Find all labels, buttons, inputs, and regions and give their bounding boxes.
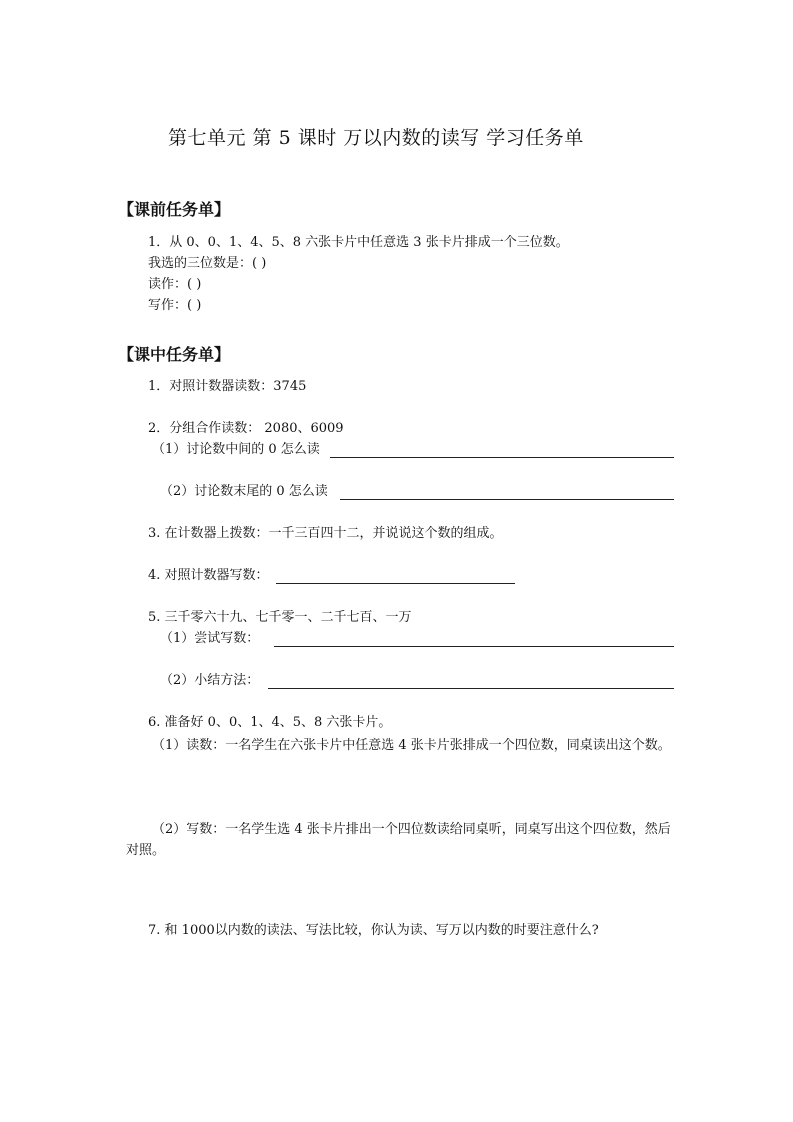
answer-line bbox=[276, 583, 515, 584]
in-question-5b: （2）小结方法： bbox=[160, 673, 260, 688]
page-title: 第七单元 第 5 课时 万以内数的读写 学习任务单 bbox=[168, 127, 584, 149]
in-question-1: 1．对照计数器读数：3745 bbox=[148, 379, 307, 394]
answer-line bbox=[340, 499, 674, 500]
answer-line bbox=[274, 646, 674, 647]
pre-chosen-number: 我选的三位数是：( ) bbox=[148, 256, 267, 271]
in-class-heading: 【课中任务单】 bbox=[118, 345, 231, 364]
pre-class-heading: 【课前任务单】 bbox=[118, 200, 231, 219]
in-question-2b: （2）讨论数末尾的 0 怎么读 bbox=[160, 484, 328, 499]
in-question-6: 6. 准备好 0、0、1、4、5、8 六张卡片。 bbox=[148, 715, 392, 730]
in-question-6a: （1）读数：一名学生在六张卡片中任意选 4 张卡片张排成一个四位数，同桌读出这个数。 bbox=[152, 738, 671, 753]
in-question-7: 7. 和 1000以内数的读法、写法比较，你认为读、写万以内数的时要注意什么? bbox=[148, 923, 599, 938]
in-question-3: 3. 在计数器上拨数：一千三百四十二，并说说这个数的组成。 bbox=[148, 526, 503, 541]
in-question-6b: （2）写数：一名学生选 4 张卡片排出一个四位数读给同桌听，同桌写出这个四位数，然后对照。 bbox=[126, 822, 671, 858]
pre-read-as: 读作：( ) bbox=[148, 277, 202, 292]
in-question-2a: （1）讨论数中间的 0 怎么读 bbox=[152, 442, 320, 457]
answer-line bbox=[268, 688, 674, 689]
answer-line bbox=[330, 457, 674, 458]
pre-question-1: 1．从 0、0、1、4、5、8 六张卡片中任意选 3 张卡片排成一个三位数。 bbox=[148, 235, 569, 250]
in-question-2: 2．分组合作读数： 2080、6009 bbox=[148, 421, 344, 436]
in-question-4: 4. 对照计数器写数： bbox=[148, 568, 269, 583]
pre-write-as: 写作：( ) bbox=[148, 298, 202, 313]
in-question-5a: （1）尝试写数： bbox=[160, 631, 260, 646]
in-question-5: 5. 三千零六十九、七千零一、二千七百、一万 bbox=[148, 610, 412, 625]
